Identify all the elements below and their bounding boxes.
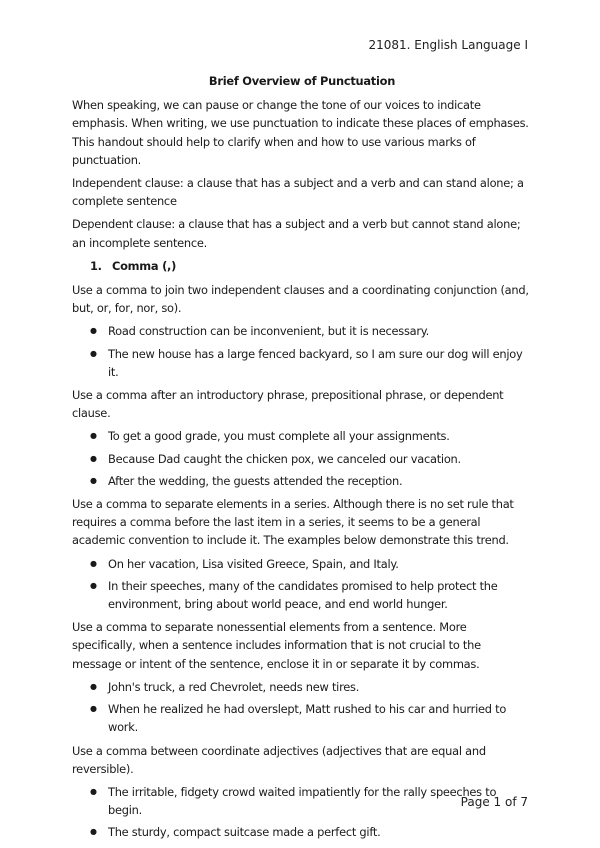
rule-text: Use a comma to join two independent clauses and a coordinating conjunction (and, but, or, for, nor, so). (72, 283, 529, 316)
rule-text: Use a comma to separate elements in a series. Although there is no set rule that requires a comma before the last item in a series, it seems to be a general academic convention to include it. The examples below demonstrate this trend. (72, 497, 514, 548)
rule-text: Use a comma to separate nonessential elements from a sentence. More specifically, when a sentence includes information that is not crucial to the message or intent of the sentence, enclose it in or separate it by commas. (72, 620, 481, 671)
example-item: ● When he realized he had overslept, Matt rushed to his car and hurried to work. (72, 700, 532, 736)
example-item: ● The irritable, fidgety crowd waited impatiently for the rally speeches to begin. (72, 783, 532, 819)
definition-independent-clause: Independent clause: a clause that has a subject and a verb and can stand alone; a complete sentence (72, 176, 524, 209)
example-item: ● John's truck, a red Chevrolet, needs new tires. (72, 678, 532, 696)
rule-text: Use a comma after an introductory phrase, prepositional phrase, or dependent clause. (72, 388, 504, 421)
page-number: Page 1 of 7 (460, 795, 528, 809)
example-item: ● Road construction can be inconvenient, but it is necessary. (72, 322, 532, 340)
section-number: 1. (90, 258, 102, 273)
definition-dependent-clause: Dependent clause: a clause that has a subject and a verb but cannot stand alone; an incomplete sentence. (72, 217, 521, 250)
example-list (72, 678, 532, 737)
rule-text: Use a comma between coordinate adjectives (adjectives that are equal and reversible). (72, 743, 486, 776)
example-item: ● Because Dad caught the chicken pox, we canceled our vacation. (72, 450, 532, 468)
example-list (72, 427, 532, 490)
example-item: ● The new house has a large fenced backyard, so I am sure our dog will enjoy it. (72, 345, 532, 381)
section-heading-comma (72, 257, 532, 275)
page-header: 21081. English Language I (368, 38, 528, 52)
document-title: Brief Overview of Punctuation (208, 74, 396, 88)
example-list (72, 783, 532, 842)
example-item: ● On her vacation, Lisa visited Greece, Spain, and Italy. (72, 555, 532, 573)
example-item: ● To get a good grade, you must complete all your assignments. (72, 427, 532, 445)
example-item: ● In their speeches, many of the candidates promised to help protect the environment, bring about world peace, and end world hunger. (72, 577, 532, 613)
example-item: ● The sturdy, compact suitcase made a perfect gift. (72, 823, 532, 841)
example-item: ● After the wedding, the guests attended the reception. (72, 472, 532, 490)
section-title: Comma (,) (112, 258, 177, 273)
example-list (72, 322, 532, 381)
intro-paragraph: When speaking, we can pause or change the tone of our voices to indicate emphasis. When writing, we use punctuation to indicate these places of emphases. This handout should help to clarify when and how to use various marks of punctuation. (72, 98, 529, 167)
example-list (72, 555, 532, 614)
page-content (72, 72, 532, 847)
